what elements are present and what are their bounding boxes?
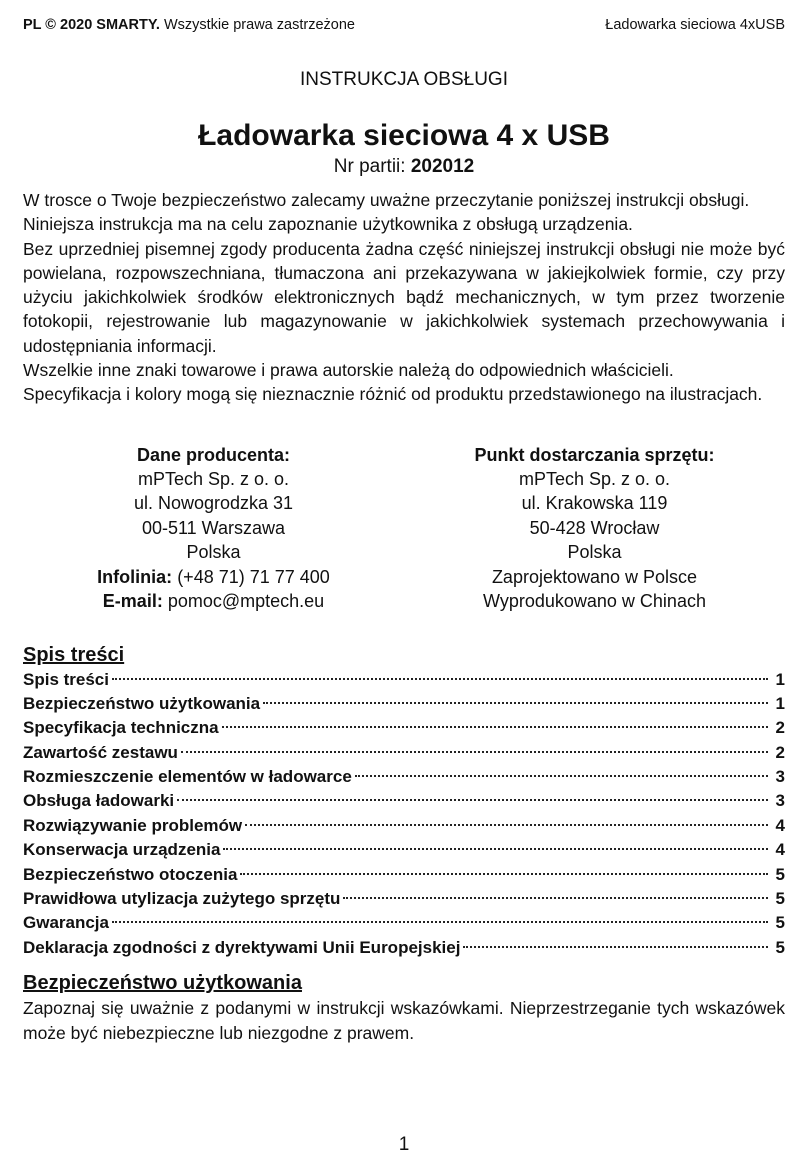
toc-entry[interactable] [23, 863, 785, 887]
page-title: Ładowarka sieciowa 4 x USB [198, 119, 610, 152]
toc-entry-label: Prawidłowa utylizacja zużytego sprzętu [23, 889, 341, 909]
toc-leader [245, 824, 768, 826]
toc-entry-label: Konserwacja urządzenia [23, 840, 221, 860]
copyright-notice [23, 14, 355, 36]
intro-paragraph: Bez uprzedniej pisemnej zgody producenta żadna część niniejszej instrukcji obsługi nie może być powielana, rozpowszechniana, tłumaczona ani przekazywana w jakiejkolwiek formie, czy przy użyciu jakichkolwiek środków elektronicznych bądź mechanicznych, w tym przez tworzenie fotokopii, rejestrowanie lub magazynowanie w jakichkolwiek systemach przechowywania i udostępniania informacji. [23, 238, 785, 356]
toc-leader [112, 921, 768, 923]
table-of-contents [23, 668, 785, 961]
toc-entry-page: 5 [775, 937, 785, 957]
document-page [23, 14, 785, 1045]
toc-entry-label: Spis treści [23, 669, 109, 689]
toc-entry-label: Gwarancja [23, 913, 109, 933]
toc-entry[interactable] [23, 887, 785, 911]
toc-entry-page: 4 [775, 815, 785, 835]
toc-entry-label: Rozmieszczenie elementów w ładowarce [23, 767, 352, 787]
toc-entry[interactable] [23, 668, 785, 692]
producer-street: ul. Nowogrodzka 31 [133, 493, 294, 514]
toc-leader [240, 873, 768, 875]
batch-label: Nr partii: [333, 156, 406, 177]
toc-entry-page: 5 [775, 889, 785, 909]
designed-in: Zaprojektowano w Polsce [491, 566, 698, 587]
copyright-brand: PL © 2020 SMARTY. [23, 17, 160, 33]
delivery-country: Polska [567, 542, 622, 563]
delivery-details [404, 443, 785, 614]
producer-heading: Dane producenta: [136, 444, 291, 465]
delivery-heading: Punkt dostarczania sprzętu: [474, 444, 715, 465]
producer-phone-line [23, 565, 404, 589]
toc-entry-label: Deklaracja zgodności z dyrektywami Unii Europejskiej [23, 937, 461, 957]
toc-entry-label: Obsługa ładowarki [23, 791, 175, 811]
toc-entry-page: 1 [775, 669, 785, 689]
toc-leader [355, 775, 768, 777]
delivery-city: 50-428 Wrocław [529, 517, 660, 538]
toc-entry[interactable] [23, 789, 785, 813]
toc-entry[interactable] [23, 838, 785, 862]
intro-paragraph: W trosce o Twoje bezpieczeństwo zalecamy uważne przeczytanie poniższej instrukcji obsługi. [23, 190, 750, 210]
safety-heading: Bezpieczeństwo użytkowania [23, 972, 302, 995]
intro-paragraph: Wszelkie inne znaki towarowe i prawa autorskie należą do odpowiednich właścicieli. [23, 360, 674, 381]
toc-leader [263, 702, 768, 704]
toc-entry-label: Bezpieczeństwo użytkowania [23, 693, 261, 713]
producer-email-line [23, 589, 404, 613]
producer-company: mPTech Sp. z o. o. [137, 469, 290, 490]
toc-entry-page: 2 [775, 718, 785, 738]
page-number: 1 [398, 1134, 410, 1155]
batch-value: 202012 [410, 156, 475, 177]
toc-leader [223, 848, 768, 850]
phone-number: (+48 71) 71 77 400 [177, 566, 330, 587]
batch-number [23, 154, 785, 180]
toc-leader [222, 726, 768, 728]
email-label: E-mail: [102, 591, 163, 612]
toc-leader [343, 897, 768, 899]
intro-text [23, 188, 785, 407]
document-type: INSTRUKCJA OBSŁUGI [300, 69, 508, 90]
toc-entry-page: 5 [775, 913, 785, 933]
toc-entry-label: Bezpieczeństwo otoczenia [23, 864, 238, 884]
producer-country: Polska [186, 542, 241, 563]
toc-leader [463, 946, 768, 948]
toc-entry-label: Specyfikacja techniczna [23, 718, 219, 738]
phone-label: Infolinia: [97, 566, 173, 587]
toc-entry[interactable] [23, 765, 785, 789]
header-product-name: Ładowarka sieciowa 4xUSB [605, 17, 785, 33]
toc-entry-page: 5 [775, 864, 785, 884]
toc-entry[interactable] [23, 814, 785, 838]
toc-entry[interactable] [23, 741, 785, 765]
producer-city: 00-511 Warszawa [141, 517, 286, 538]
made-in: Wyprodukowano w Chinach [483, 591, 706, 612]
toc-heading: Spis treści [23, 643, 125, 666]
toc-entry[interactable] [23, 911, 785, 935]
producer-details [23, 443, 404, 614]
safety-text: Zapoznaj się uważnie z podanymi w instrukcji wskazówkami. Nieprzestrzeganie tych wskazówek może być niebezpieczne lub niezgodne z prawem. [23, 998, 785, 1043]
intro-paragraph: Specyfikacja i kolory mogą się nieznacznie różnić od produktu przedstawionego na ilustracjach. [23, 384, 763, 405]
delivery-company: mPTech Sp. z o. o. [518, 469, 671, 490]
email-address: pomoc@mptech.eu [167, 591, 325, 612]
toc-entry-page: 3 [775, 791, 785, 811]
toc-entry[interactable] [23, 936, 785, 960]
toc-entry-page: 3 [775, 767, 785, 787]
copyright-rights: Wszystkie prawa zastrzeżone [163, 17, 355, 33]
delivery-street: ul. Krakowska 119 [521, 493, 668, 514]
toc-leader [181, 751, 768, 753]
toc-entry-page: 1 [775, 693, 785, 713]
toc-entry[interactable] [23, 692, 785, 716]
toc-leader [112, 678, 768, 680]
toc-entry-label: Rozwiązywanie problemów [23, 815, 243, 835]
intro-paragraph: Niniejsza instrukcja ma na celu zapoznanie użytkownika z obsługą urządzenia. [23, 214, 633, 235]
address-section [23, 443, 785, 614]
toc-entry-page: 4 [775, 840, 785, 860]
toc-entry[interactable] [23, 716, 785, 740]
toc-entry-label: Zawartość zestawu [23, 742, 178, 762]
page-header [23, 14, 785, 36]
toc-entry-page: 2 [775, 742, 785, 762]
toc-leader [177, 799, 768, 801]
